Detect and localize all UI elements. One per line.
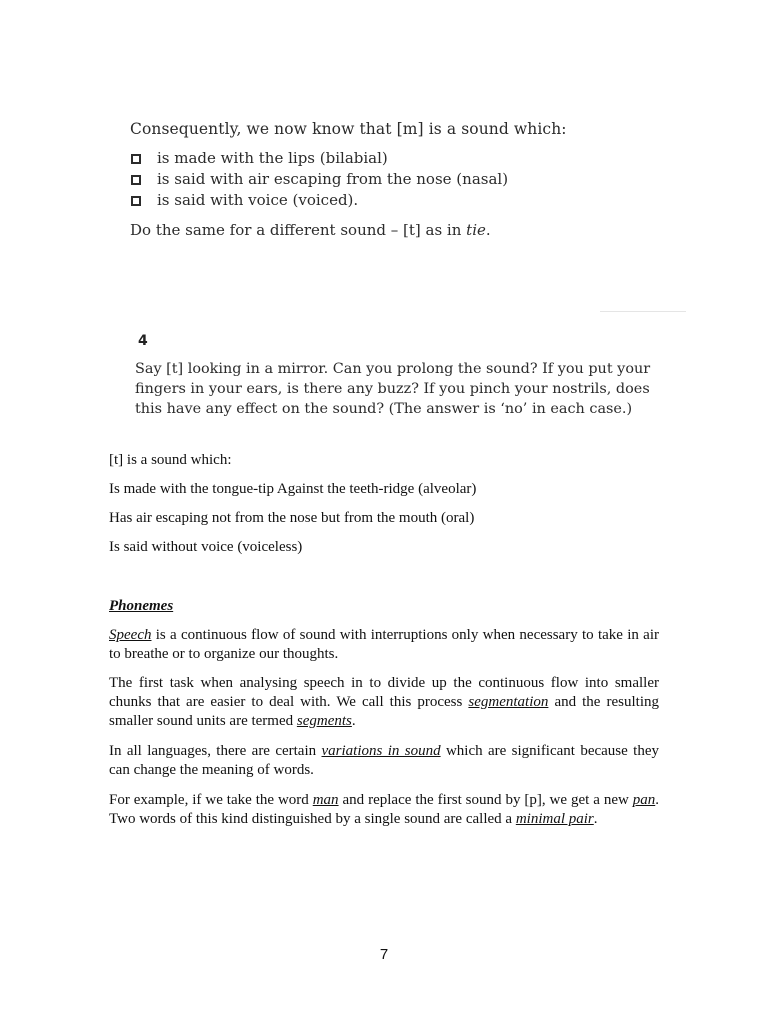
paragraph-text: and replace the first sound by [p], we get a new — [338, 792, 633, 808]
checklist-item — [128, 190, 688, 211]
paragraph-text: The first task when analysing speech in to divide up the continuous flow into smaller chunks that are easier to deal with. We call this process — [109, 675, 659, 710]
task-text: Say [t] looking in a mirror. Can you prolong the sound? If you put your fingers in your ears, is there any buzz? If you pinch your nostrils, does this have any effect on the sound? (The answer is ‘no’ in each case.) — [135, 361, 651, 417]
checkbox-icon — [131, 196, 141, 206]
instruction-end: . — [485, 221, 491, 239]
scanned-excerpt-bottom — [128, 333, 688, 419]
instruction-word: tie — [466, 221, 486, 239]
paragraph-text: and the resulting smaller sound units are termed — [109, 694, 659, 729]
paragraph-text: . — [351, 713, 356, 729]
paragraph-text: which are significant because they can change the meaning of words. — [109, 743, 659, 778]
t-feature — [109, 480, 659, 499]
t-description-intro: [t] is a sound which: — [109, 452, 232, 468]
section-heading — [109, 597, 659, 616]
checklist-item-text: is said with voice (voiced). — [157, 191, 359, 209]
checklist-item-text: is made with the lips (bilabial) — [157, 149, 388, 167]
t-description — [109, 451, 659, 470]
scanned-excerpt-top — [128, 120, 688, 239]
paragraph-minimal-pair — [109, 791, 659, 829]
term-speech: Speech — [109, 627, 152, 643]
checklist-item-text: is said with air escaping from the nose (nasal) — [157, 170, 509, 188]
term-segmentation: segmentation — [468, 694, 549, 710]
t-feature — [109, 509, 659, 528]
term-minimal-pair: minimal pair — [515, 811, 594, 827]
paragraph-text: . — [593, 811, 598, 827]
term-segments: segments — [296, 713, 352, 729]
t-feature — [109, 538, 659, 557]
scan-divider — [600, 311, 686, 312]
paragraph-segmentation — [109, 674, 659, 731]
phonemes-heading: Phonemes — [109, 598, 174, 614]
paragraph-speech — [109, 626, 659, 664]
t-feature-text: Is said without voice (voiceless) — [109, 539, 303, 555]
excerpt-instruction — [130, 221, 688, 239]
term-man: man — [312, 792, 339, 808]
task-number: 4 — [138, 333, 148, 349]
checklist-item — [128, 148, 688, 169]
checkbox-icon — [131, 175, 141, 185]
paragraph-text: For example, if we take the word — [109, 792, 313, 808]
paragraph-variations — [109, 742, 659, 780]
checklist — [128, 148, 688, 211]
t-feature-text: Is made with the tongue-tip Against the teeth-ridge (alveolar) — [109, 481, 477, 497]
instruction-text: Do the same for a different sound – [t] as in — [130, 221, 467, 239]
paragraph-text: is a continuous flow of sound with interruptions only when necessary to take in air to breathe or to organize our thoughts. — [109, 627, 659, 662]
page-number: 7 — [379, 946, 389, 963]
paragraph-text: . Two words of this kind distinguished by a single sound are called a — [109, 792, 659, 827]
term-pan: pan — [632, 792, 656, 808]
checkbox-icon — [131, 154, 141, 164]
checklist-item — [128, 169, 688, 190]
t-feature-text: Has air escaping not from the nose but from the mouth (oral) — [109, 510, 475, 526]
paragraph-text: In all languages, there are certain — [109, 743, 322, 759]
term-variations-in-sound: variations in sound — [321, 743, 441, 759]
excerpt-intro: Consequently, we now know that [m] is a sound which: — [130, 120, 567, 138]
